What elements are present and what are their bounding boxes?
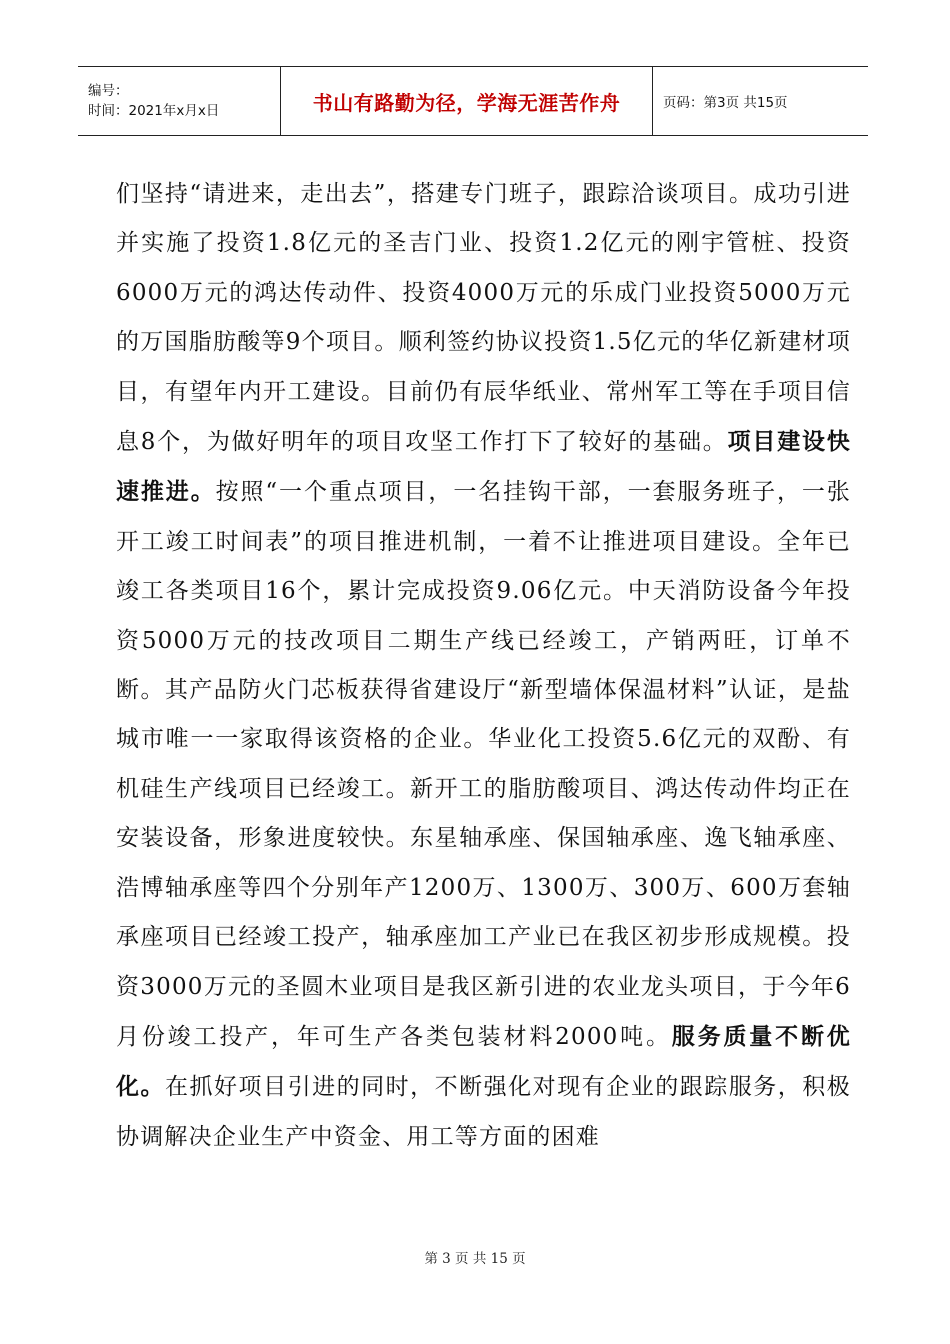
text-segment-3: 在抓好项目引进的同时，不断强化对现有企业的跟踪服务，积极协调解决企业生产中资金、用工等方面的困难 — [116, 1074, 851, 1150]
header-page-code: 页码：第3页 共15页 — [663, 95, 788, 111]
number-label: 编号： — [88, 83, 129, 99]
text-segment-2: 按照“一个重点项目，一名挂钩干部，一套服务班子，一张开工竣工时间表”的项目推进机制，一着不让推进项目建设。全年已竣工各类项目16个，累计完成投资9.06亿元。中天消防设备今年投资5000万元的技改项目二期生产线已经竣工，产销两旺，订单不断。其产品防火门芯板获得省建设厅“新型墙体保温材料”认证，是盐城市唯一一家取得该资格的企业。华业化工投资5.6亿元的双酚、有机硅生产线项目已经竣工。新开工的脂肪酸项目、鸿达传动件均正在安装设备，形象进度较快。东星轴承座、保国轴承座、逸飞轴承座、浩博轴承座等四个分别年产1200万、1300万、300万、600万套轴承座项目已经竣工投产，轴承座加工产业已在我区初步形成规模。投资3000万元的圣圆木业项目是我区新引进的农业龙头项目，于今年6月份竣工投产，年可生产各类包装材料2000吨。 — [116, 479, 851, 1050]
header-motto: 书山有路勤为径，学海无涯苦作舟 — [281, 67, 653, 135]
body-paragraph — [116, 170, 851, 1162]
time-label: 时间：2021年x月x日 — [88, 103, 220, 119]
paragraph — [116, 170, 851, 1162]
text-segment-1: 们坚持“请进来，走出去”，搭建专门班子，跟踪洽谈项目。成功引进并实施了投资1.8亿元的圣吉门业、投资1.2亿元的刚宇管桩、投资6000万元的鸿达传动件、投资4000万元的乐成门业投资5000万元的万国脂肪酸等9个项目。顺利签约协议投资1.5亿元的华亿新建材项目，有望年内开工建设。目前仍有辰华纸业、常州军工等在手项目信息8个，为做好明年的项目攻坚工作打下了较好的基础。 — [116, 181, 851, 456]
section-heading-service-quality: 服务质量不断优化。 — [116, 1022, 851, 1101]
header-meta — [78, 67, 281, 135]
document-header — [78, 66, 868, 136]
page-footer: 第 3 页 共 15 页 — [424, 1251, 526, 1267]
section-heading-project-construction: 项目建设快速推进。 — [116, 428, 852, 506]
